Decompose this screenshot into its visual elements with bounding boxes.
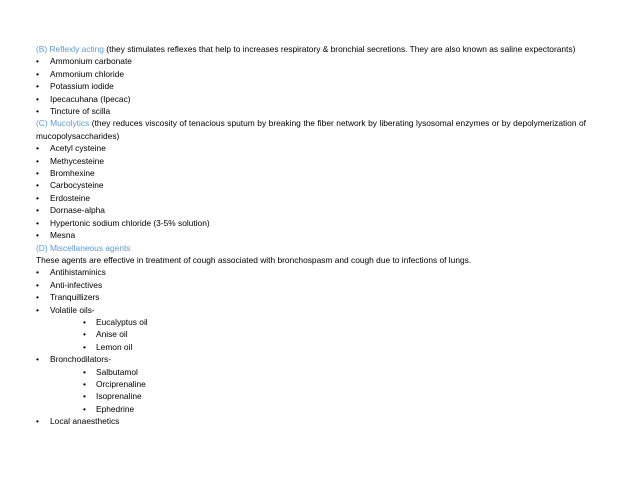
list-item-label: Volatile oils- [50,304,95,315]
sub-list-item: • Isoprenaline [83,390,586,402]
list-item: • Bromhexine [36,167,586,179]
sub-list-item: • Anise oil [83,328,586,340]
section-b-description: (they stimulates reflexes that help to increases respiratory & bronchial secretions. They are also known as saline expectorants) [103,44,576,54]
list-item: • Dornase-alpha [36,204,586,216]
section-c-description: (they reduces viscosity of tenacious sputum by breaking the fiber network by liberating lysosomal enzymes or by depolymerization of mucopolysaccharides) [36,118,586,141]
list-item: • Tranquillizers [36,291,586,303]
sub-list-item: • Salbutamol [83,366,586,378]
section-c-list [36,142,586,241]
list-item-label: Bronchodilators- [50,354,111,365]
list-item-bronchodilators [36,353,586,415]
list-item: • Methycesteine [36,155,586,167]
list-item: • Erdosteine [36,192,586,204]
list-item: • Tincture of scilla [36,105,586,117]
list-item: • Hypertonic sodium chloride (3-5% solution) [36,217,586,229]
section-b-list [36,55,586,117]
list-item: • Anti-infectives [36,279,586,291]
list-item-volatile-oils [36,304,586,354]
list-item: • Potassium iodide [36,80,586,92]
sub-list-item: • Orciprenaline [83,378,586,390]
bronchodilators-sublist [50,366,586,416]
slide-content [36,43,586,428]
sub-list-item: • Lemon oil [83,341,586,353]
section-d-heading-line [36,242,586,254]
list-item: • Acetyl cysteine [36,142,586,154]
sub-list-item: • Ephedrine [83,403,586,415]
list-item: • Carbocysteine [36,179,586,191]
list-item: • Ammonium carbonate [36,55,586,67]
section-b-heading: (B) Reflexly acting [36,44,104,54]
sub-list-item: • Eucalyptus oil [83,316,586,328]
section-d-list [36,266,586,427]
section-c-heading: (C) Mucolytics [36,118,90,129]
list-item: • Antihistaminics [36,266,586,278]
section-d-heading: (D) Miscellaneous agents [36,242,131,253]
section-d-description: These agents are effective in treatment of cough associated with bronchospasm and cough due to infections of lungs. [36,254,472,265]
list-item: • Mesna [36,229,586,241]
section-c-paragraph [36,117,586,142]
list-item: • Ipecacuhana (Ipecac) [36,93,586,105]
volatile-oils-sublist [50,316,586,353]
list-item: • Local anaesthetics [36,415,586,427]
list-item: • Ammonium chloride [36,68,586,80]
section-b-paragraph [36,43,586,55]
